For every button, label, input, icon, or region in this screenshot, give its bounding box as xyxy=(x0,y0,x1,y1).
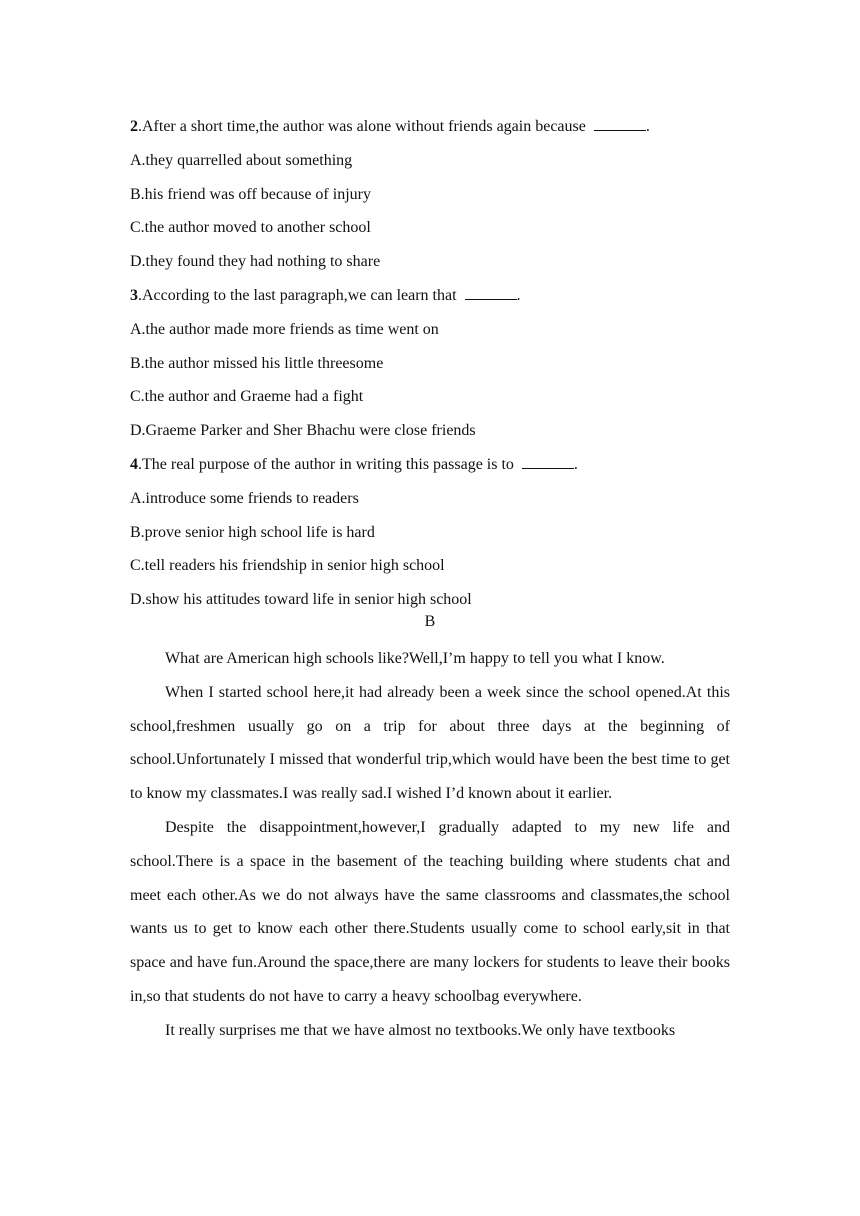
question-number: 3 xyxy=(130,286,138,304)
question-stem xyxy=(130,110,740,144)
question-end: . xyxy=(573,455,578,473)
option-b: B.his friend was off because of injury xyxy=(130,185,371,203)
question-text: .The real purpose of the author in writing this passage is to xyxy=(138,455,514,473)
question-number: 4 xyxy=(130,455,138,473)
option-a: A.they quarrelled about something xyxy=(130,151,353,169)
question-end: . xyxy=(516,286,521,304)
option-d: D.they found they had nothing to share xyxy=(130,253,381,271)
option-a: A.introduce some friends to readers xyxy=(130,489,359,507)
passage-paragraph: When I started school here,it had already been a week since the school opened.At this school,freshmen usually go on a trip for about three days at the beginning of school.Unfortunately I missed that wonderful trip,which would have been the best time to get to know my classmates.I was really sad.I wished I’d known about it earlier. xyxy=(130,683,730,803)
option-b: B.prove senior high school life is hard xyxy=(130,523,375,541)
question-list xyxy=(130,110,740,617)
answer-blank xyxy=(522,454,574,469)
option-c: C.the author and Graeme had a fight xyxy=(130,388,364,406)
reading-passage xyxy=(130,642,730,1048)
option-d: D.Graeme Parker and Sher Bhachu were close friends xyxy=(130,422,476,440)
question-number: 2 xyxy=(130,118,138,135)
question-text: .After a short time,the author was alone without friends again because xyxy=(138,118,586,135)
option-a: A.the author made more friends as time went on xyxy=(130,320,439,338)
passage-paragraph: Despite the disappointment,however,I gradually adapted to my new life and school.There is a space in the basement of the teaching building where students chat and meet each other.As we do not always have the same classrooms and classmates,the school wants us to get to know each other there.Students usually come to school early,sit in that space and have fun.Around the space,there are many lockers for students to leave their books in,so that students do not have to carry a heavy schoolbag everywhere. xyxy=(130,818,730,1005)
question-stem xyxy=(130,448,740,482)
passage-paragraph: It really surprises me that we have almost no textbooks.We only have textbooks xyxy=(165,1021,676,1039)
option-d: D.show his attitudes toward life in senior high school xyxy=(130,591,472,609)
section-heading: B xyxy=(424,613,436,630)
answer-blank xyxy=(594,116,646,131)
option-c: C.the author moved to another school xyxy=(130,219,371,237)
option-b: B.the author missed his little threesome xyxy=(130,354,384,372)
question-text: .According to the last paragraph,we can learn that xyxy=(138,286,457,304)
passage-paragraph: What are American high schools like?Well,I’m happy to tell you what I know. xyxy=(165,650,665,667)
question-stem xyxy=(130,279,740,313)
question-end: . xyxy=(645,118,650,135)
option-c: C.tell readers his friendship in senior high school xyxy=(130,557,445,575)
answer-blank xyxy=(465,285,517,300)
